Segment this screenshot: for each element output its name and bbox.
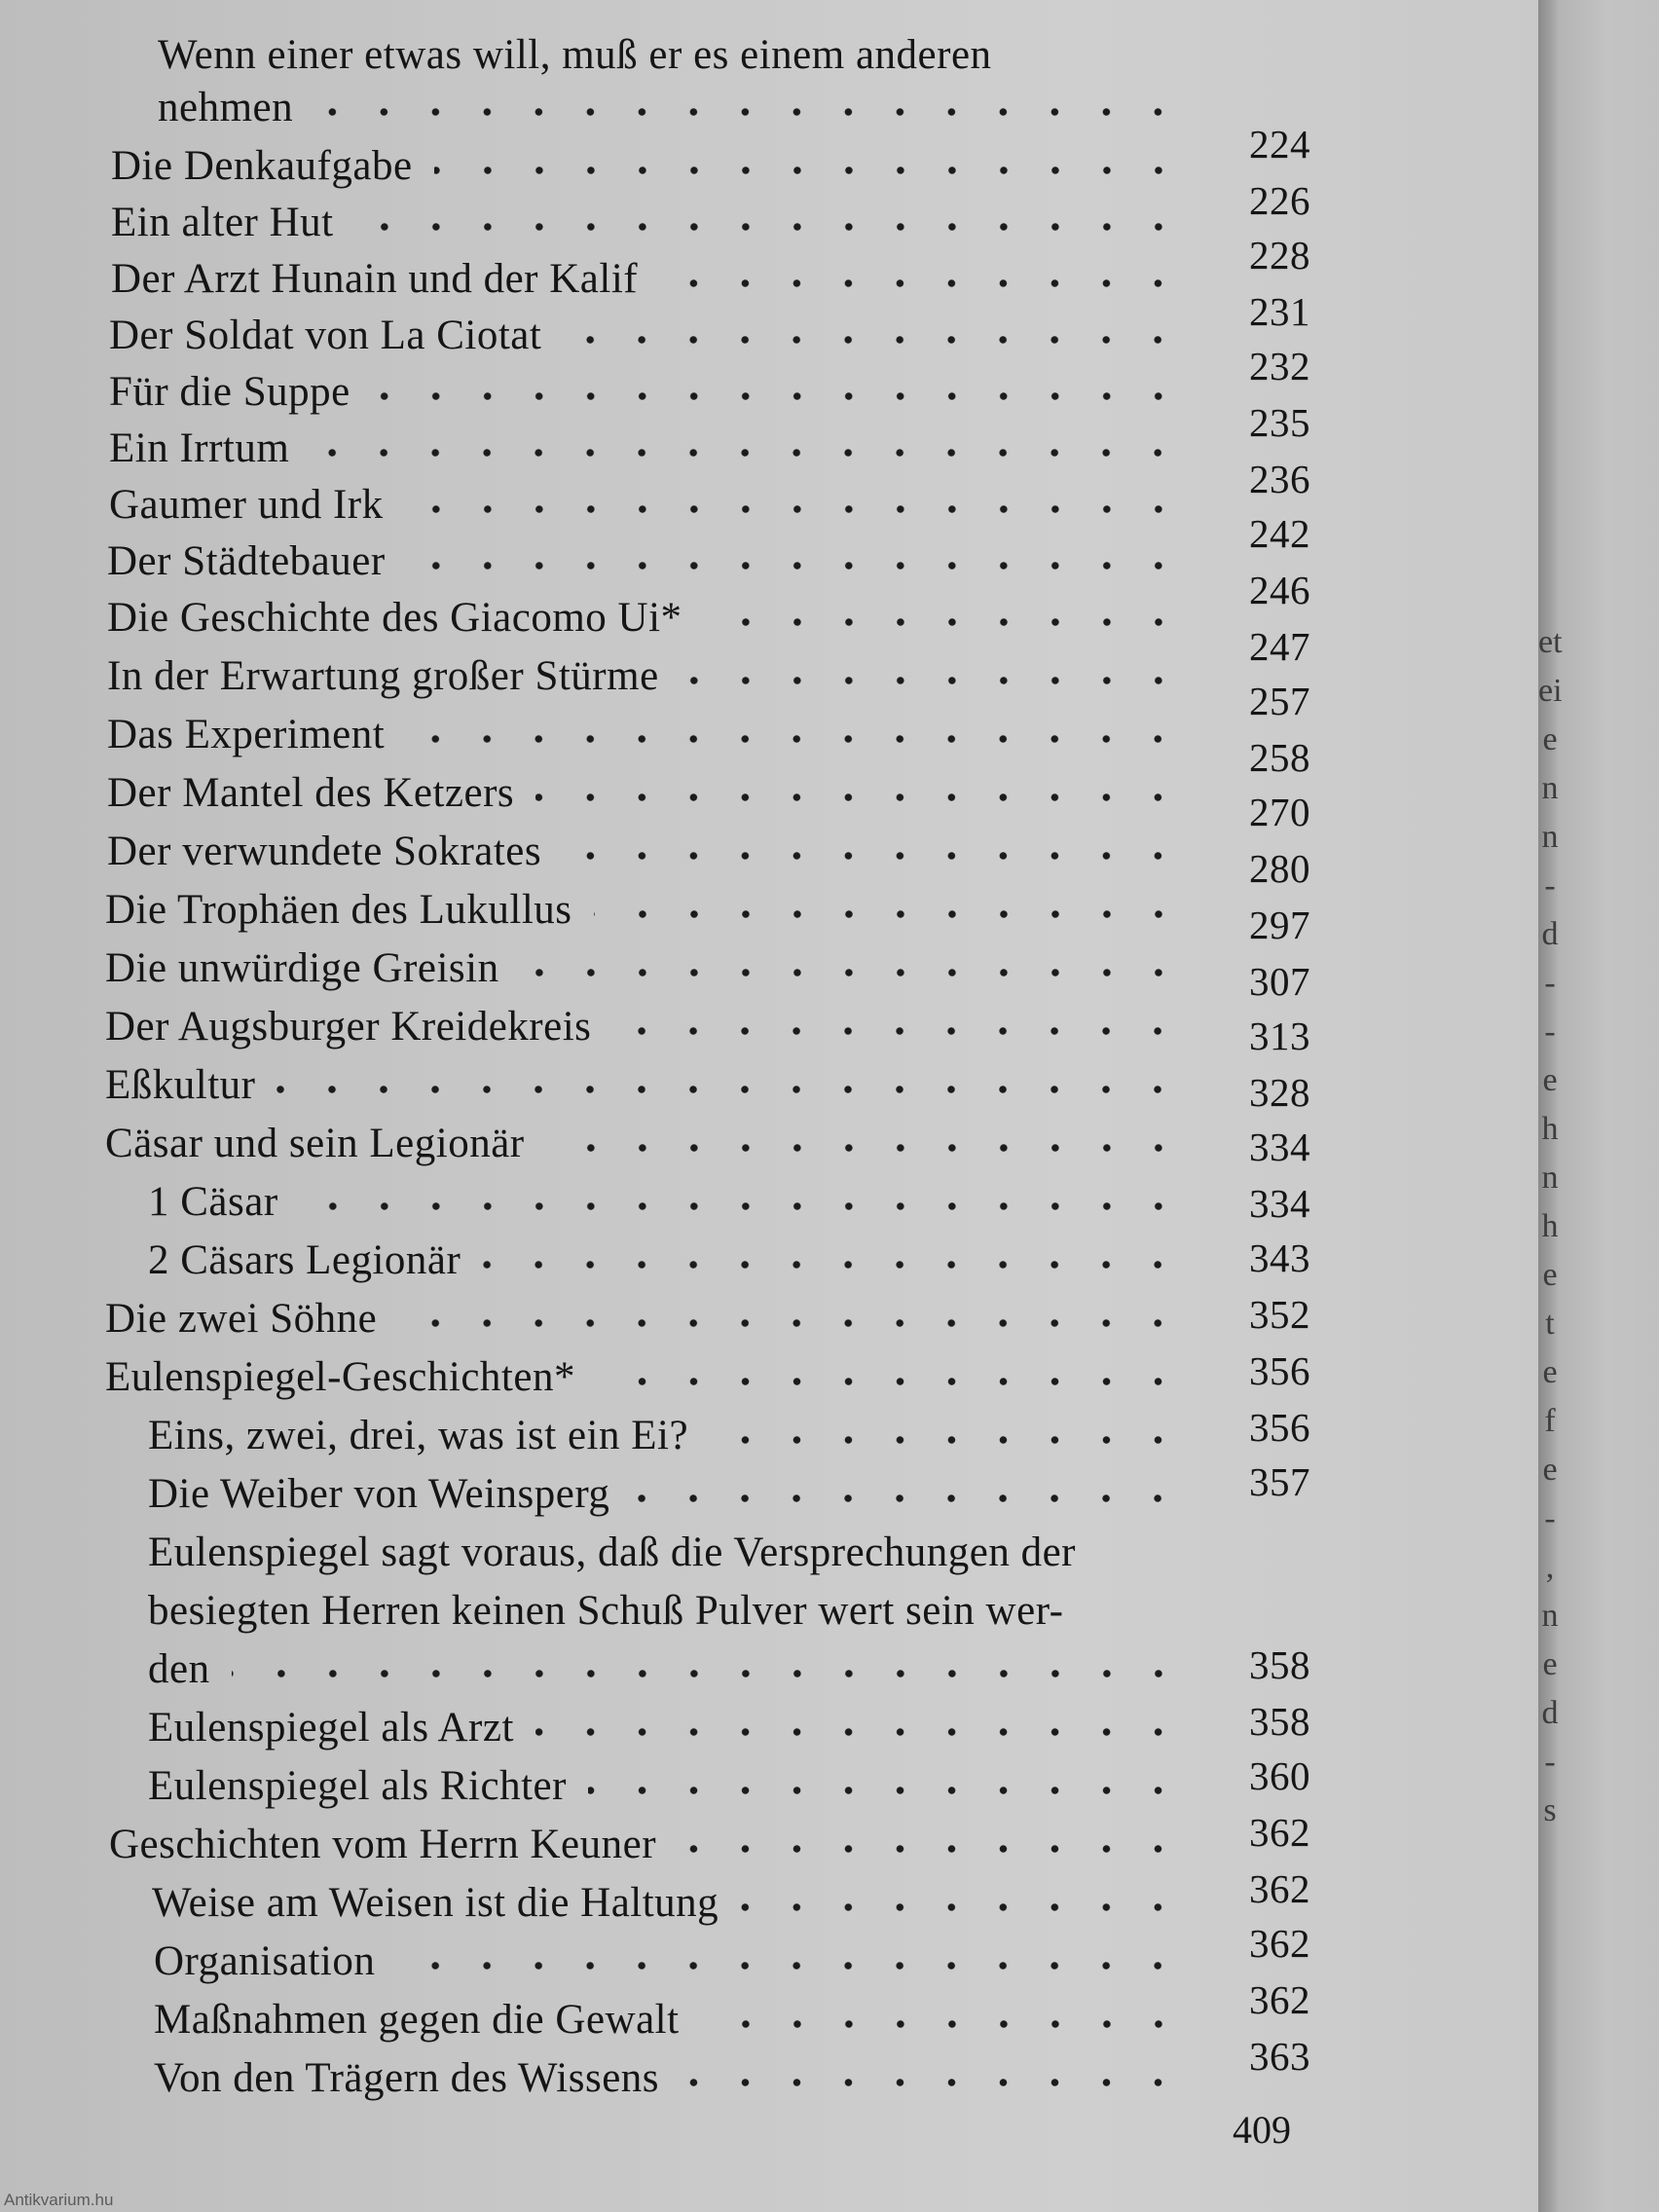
toc-entry-title: Eulenspiegel als Arzt bbox=[148, 1705, 514, 1751]
toc-entry-title: Weise am Weisen ist die Haltung bbox=[152, 1880, 719, 1926]
facing-page-letter: - bbox=[1544, 1014, 1556, 1050]
facing-page-letter: n bbox=[1541, 819, 1559, 855]
toc-entry-title: Der Soldat von La Ciotat bbox=[109, 313, 542, 358]
dot-leader bbox=[406, 724, 1184, 754]
toc-page-number: 357 bbox=[1249, 1459, 1310, 1504]
facing-page-letter: s bbox=[1543, 1792, 1557, 1828]
toc-page-number: 313 bbox=[1249, 1014, 1310, 1058]
toc-entry-title: Geschichten vom Herrn Keuner bbox=[109, 1822, 657, 1867]
facing-page-letter: et bbox=[1538, 624, 1563, 660]
toc-entry-title: besiegten Herren keinen Schuß Pulver wert sein wer- bbox=[148, 1588, 1064, 1634]
facing-page-letter: , bbox=[1545, 1549, 1555, 1585]
facing-page-letter: d bbox=[1541, 916, 1559, 952]
dot-leader bbox=[710, 1425, 1184, 1455]
toc-entry-title: Maßnahmen gegen die Gewalt bbox=[154, 1997, 680, 2043]
dot-leader bbox=[482, 1250, 1184, 1279]
toc-entry-title: Die Weiber von Weinsperg bbox=[148, 1471, 610, 1517]
facing-page-letter: - bbox=[1544, 1744, 1556, 1780]
facing-page-letter: e bbox=[1542, 1354, 1558, 1390]
facing-page-letter: e bbox=[1542, 1452, 1558, 1488]
dot-leader bbox=[372, 382, 1184, 411]
toc-page-number: 242 bbox=[1249, 511, 1310, 556]
toc-entry-title: Der Städtebauer bbox=[107, 538, 386, 584]
dot-leader bbox=[701, 2009, 1184, 2039]
toc-entry-title: Eulenspiegel als Richter bbox=[148, 1763, 567, 1809]
toc-entry-title: Eßkultur bbox=[105, 1062, 256, 1108]
dot-leader bbox=[597, 1367, 1184, 1396]
toc-page-number: 224 bbox=[1249, 122, 1310, 166]
toc-page-number: 280 bbox=[1249, 846, 1310, 891]
facing-page-letter: - bbox=[1544, 1500, 1556, 1536]
facing-page-edge bbox=[1558, 0, 1659, 2212]
toc-page-number: 360 bbox=[1249, 1753, 1310, 1798]
toc-page-number: 232 bbox=[1249, 344, 1310, 388]
toc-entry-title: Eulenspiegel-Geschichten* bbox=[105, 1354, 575, 1400]
toc-page-number: 297 bbox=[1249, 903, 1310, 947]
toc-page-number: 334 bbox=[1249, 1181, 1310, 1226]
toc-entry-title: Für die Suppe bbox=[109, 369, 350, 415]
dot-leader bbox=[681, 666, 1184, 695]
toc-page-number: 358 bbox=[1249, 1699, 1310, 1744]
toc-page-number: 235 bbox=[1249, 400, 1310, 445]
toc-entry-title: Gaumer und Irk bbox=[109, 482, 384, 528]
toc-entry-title: Ein alter Hut bbox=[111, 200, 334, 245]
toc-entry-title: Von den Trägern des Wissens bbox=[154, 2055, 660, 2101]
toc-page-number: 257 bbox=[1249, 679, 1310, 723]
toc-page-number: 352 bbox=[1249, 1292, 1310, 1337]
toc-page-number: 270 bbox=[1249, 790, 1310, 834]
toc-page-number: 246 bbox=[1249, 568, 1310, 612]
toc-entry-title: 1 Cäsar bbox=[148, 1179, 278, 1225]
facing-page-letter: n bbox=[1541, 770, 1559, 806]
toc-page-number: 307 bbox=[1249, 959, 1310, 1004]
toc-entry-title: Die Denkaufgabe bbox=[111, 143, 413, 189]
toc-page-number: 362 bbox=[1249, 1810, 1310, 1855]
dot-leader bbox=[659, 269, 1184, 298]
toc-entry bbox=[0, 1583, 1538, 1640]
toc-entry-title: den bbox=[148, 1646, 210, 1692]
toc-entry-title: Wenn einer etwas will, muß er es einem anderen bbox=[158, 32, 992, 78]
toc-page-number: 258 bbox=[1249, 735, 1310, 780]
facing-page-letter: e bbox=[1542, 1257, 1558, 1293]
dot-leader bbox=[396, 1951, 1184, 1980]
facing-page-letter: - bbox=[1544, 867, 1556, 903]
dot-leader bbox=[681, 2068, 1184, 2097]
toc-page-number: 343 bbox=[1249, 1235, 1310, 1280]
dot-leader bbox=[563, 841, 1184, 870]
facing-page-letter: e bbox=[1542, 721, 1558, 757]
watermark: Antikvarium.hu bbox=[4, 2191, 114, 2209]
toc-page-number: 228 bbox=[1249, 233, 1310, 277]
toc-page-number: 362 bbox=[1249, 1977, 1310, 2022]
dot-leader bbox=[521, 958, 1184, 987]
dot-leader bbox=[740, 1893, 1184, 1922]
toc-entry bbox=[0, 27, 1538, 84]
dot-leader bbox=[232, 1659, 1184, 1688]
dot-leader bbox=[594, 900, 1184, 929]
toc-entry-title: Die Trophäen des Lukullus bbox=[105, 887, 572, 933]
book-gutter bbox=[1538, 0, 1558, 2212]
toc-entry-title: Eulenspiegel sagt voraus, daß die Versprechungen der bbox=[148, 1530, 1076, 1575]
dot-leader bbox=[563, 325, 1184, 354]
facing-page-letter: n bbox=[1541, 1160, 1559, 1196]
toc-page-number: 231 bbox=[1249, 289, 1310, 334]
facing-page-letter: - bbox=[1544, 965, 1556, 1001]
toc-entry-title: Ein Irrtum bbox=[109, 425, 290, 471]
toc-entry-title: Organisation bbox=[154, 1938, 376, 1984]
dot-leader bbox=[535, 783, 1184, 812]
facing-page-letter: e bbox=[1542, 1646, 1558, 1682]
dot-leader bbox=[276, 1075, 1184, 1104]
dot-leader bbox=[612, 1016, 1184, 1046]
toc-page-number: 358 bbox=[1249, 1642, 1310, 1687]
dot-leader bbox=[434, 156, 1184, 185]
facing-page-letter: ei bbox=[1538, 673, 1563, 709]
toc-entry-title: Der Mantel des Ketzers bbox=[107, 770, 515, 816]
toc-entry-title: Eins, zwei, drei, was ist ein Ei? bbox=[148, 1413, 689, 1458]
toc-entry-title: Der Arzt Hunain und der Kalif bbox=[111, 256, 639, 302]
toc-entry-title: Cäsar und sein Legionär bbox=[105, 1121, 525, 1166]
toc-page-number: 334 bbox=[1249, 1124, 1310, 1169]
toc-page-number: 236 bbox=[1249, 457, 1310, 501]
dot-leader bbox=[546, 1133, 1184, 1162]
toc-entry bbox=[0, 1525, 1538, 1581]
toc-page-number: 356 bbox=[1249, 1348, 1310, 1393]
toc-entry-title: Die unwürdige Greisin bbox=[105, 945, 499, 991]
toc-page-number: 362 bbox=[1249, 1866, 1310, 1911]
toc-entry-title: nehmen bbox=[158, 85, 294, 130]
facing-page-letter: f bbox=[1544, 1403, 1556, 1439]
facing-page-letter: e bbox=[1542, 1062, 1558, 1098]
toc-entry-title: Der Augsburger Kreidekreis bbox=[105, 1004, 592, 1050]
page-number: 409 bbox=[1233, 2108, 1291, 2152]
dot-leader bbox=[535, 1717, 1184, 1747]
facing-page-letter: t bbox=[1545, 1306, 1555, 1342]
dot-leader bbox=[398, 1309, 1184, 1338]
facing-page-letter: h bbox=[1541, 1111, 1559, 1147]
dot-leader bbox=[631, 1484, 1184, 1513]
dot-leader bbox=[407, 551, 1184, 580]
dot-leader bbox=[314, 97, 1184, 127]
toc-page-number: 226 bbox=[1249, 178, 1310, 223]
toc-entry-title: Das Experiment bbox=[107, 712, 386, 757]
dot-leader bbox=[704, 608, 1184, 637]
toc-entry-title: Der verwundete Sokrates bbox=[107, 829, 542, 874]
dot-leader bbox=[300, 1192, 1184, 1221]
toc-page-number: 247 bbox=[1249, 624, 1310, 669]
toc-entry-title: In der Erwartung großer Stürme bbox=[107, 653, 659, 699]
toc-page-number: 328 bbox=[1249, 1070, 1310, 1115]
facing-page-letter: n bbox=[1541, 1598, 1559, 1634]
dot-leader bbox=[311, 438, 1184, 467]
toc-entry-title: Die Geschichte des Giacomo Ui* bbox=[107, 595, 682, 641]
facing-page-letter: h bbox=[1541, 1208, 1559, 1244]
dot-leader bbox=[588, 1776, 1184, 1805]
dot-leader bbox=[678, 1834, 1184, 1863]
toc-page-number: 356 bbox=[1249, 1405, 1310, 1450]
facing-page-letter: d bbox=[1541, 1695, 1559, 1731]
toc-page-number: 362 bbox=[1249, 1921, 1310, 1966]
toc-page-number: 363 bbox=[1249, 2034, 1310, 2079]
toc-entry-title: 2 Cäsars Legionär bbox=[148, 1237, 461, 1283]
dot-leader bbox=[355, 212, 1184, 241]
dot-leader bbox=[405, 495, 1184, 524]
toc-entry-title: Die zwei Söhne bbox=[105, 1296, 378, 1342]
